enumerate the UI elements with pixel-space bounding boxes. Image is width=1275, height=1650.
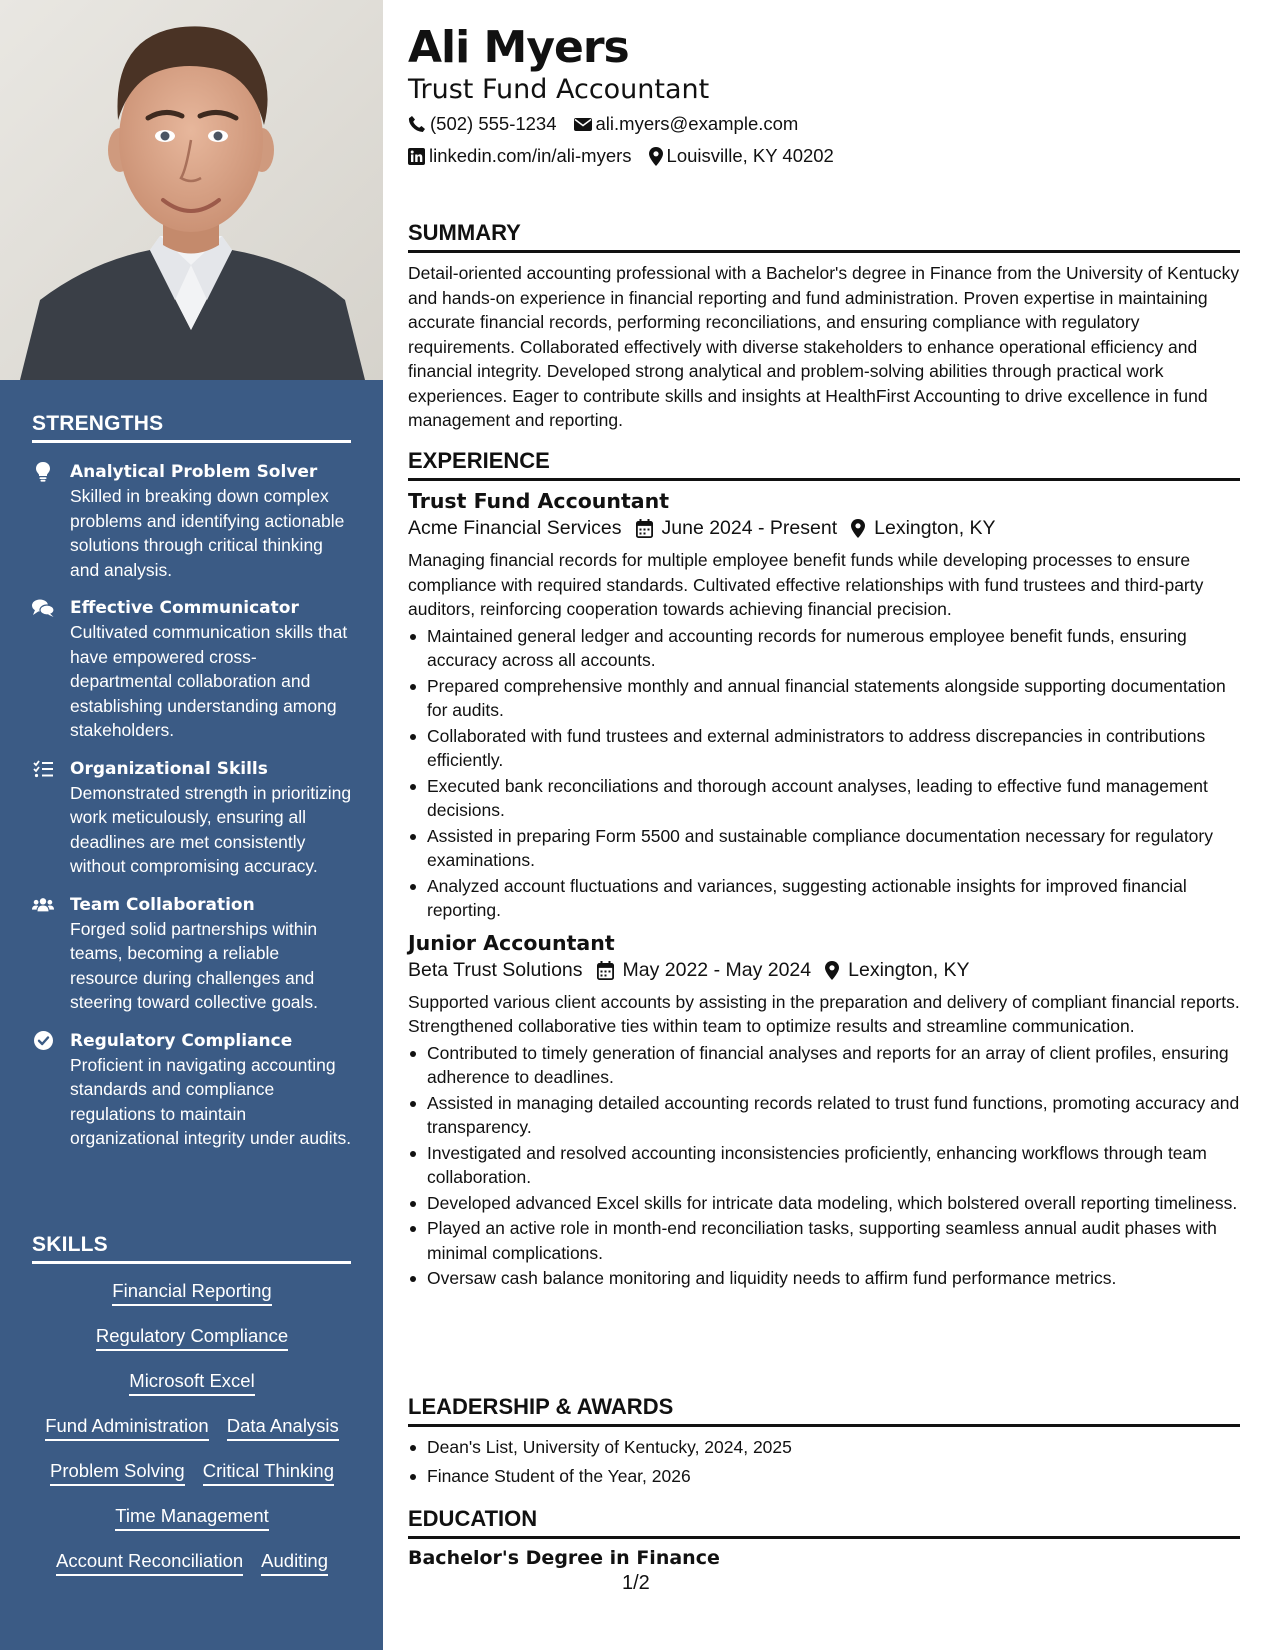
experience-heading: EXPERIENCE	[408, 448, 1240, 481]
skill-row	[32, 1280, 352, 1325]
strength-description: Skilled in breaking down complex problems and identifying actionable solutions through critical thinking and analysis.	[70, 486, 345, 580]
contact-line-1	[408, 113, 815, 135]
strength-title: Analytical Problem Solver	[70, 462, 318, 482]
portrait-illustration	[0, 0, 383, 380]
skills-list	[32, 1280, 352, 1595]
skill-tag: Problem Solving	[50, 1460, 185, 1486]
strength-description: Forged solid partnerships within teams, becoming a reliable resource during challenges and steering toward collective goals.	[70, 918, 319, 1012]
summary-text: Detail-oriented accounting professional with a Bachelor's degree in Finance from the University of Kentucky and hands-on experience in financial reporting and fund administration. Proven expertise in maintaining accurate financial records, performing reconciliations, and ensuring compliance with regulatory requirements. Collaborated effectively with diverse stakeholders to enhance operational efficiency and financial integrity. Developed strong analytical and problem-solving abilities through practical work experiences. Eager to contribute skills and insights at HealthFirst Accounting to drive excellence in fund management and reporting.	[408, 263, 1240, 430]
job-dates-text: May 2022 - May 2024	[622, 958, 812, 981]
list-item: Finance Student of the Year, 2026	[408, 1464, 1240, 1489]
skill-tag: Time Management	[115, 1505, 269, 1531]
list-item: Collaborated with fund trustees and external administrators to address discrepancies in contributions efficiently.	[408, 724, 1240, 773]
job-description: Managing financial records for multiple employee benefit funds while developing processes to ensure compliance with required standards. Cultivated effective relationships with fund trustees and third-party auditors, reinforcing cooperation towards achieving financial precision.	[408, 550, 1204, 619]
job-company: Beta Trust Solutions	[408, 958, 583, 981]
job-location	[851, 517, 995, 540]
skill-tag: Auditing	[261, 1550, 328, 1576]
skill-tag: Data Analysis	[227, 1415, 339, 1441]
list-item: Executed bank reconciliations and thorough account analyses, leading to effective fund management decisions.	[408, 774, 1240, 823]
phone-icon	[408, 115, 426, 133]
profile-photo	[0, 0, 383, 380]
skill-tag: Microsoft Excel	[129, 1370, 254, 1396]
candidate-name: Ali Myers	[408, 22, 629, 73]
strength-title: Organizational Skills	[70, 758, 268, 779]
list-item: Played an active role in month-end reconciliation tasks, supporting seamless annual audit phases with minimal complications.	[408, 1216, 1240, 1265]
job-dates	[597, 959, 812, 982]
job-entry	[408, 489, 1240, 923]
comments-icon	[32, 598, 54, 618]
skill-tag: Critical Thinking	[203, 1460, 334, 1486]
phone-text: (502) 555-1234	[430, 113, 557, 134]
location-contact	[649, 145, 834, 167]
calendar-icon	[636, 519, 653, 538]
list-item: Investigated and resolved accounting inconsistencies proficiently, enhancing workflows through team collaboration.	[408, 1141, 1240, 1190]
job-location	[825, 959, 969, 982]
lightbulb-icon	[32, 462, 54, 482]
strength-item	[32, 893, 352, 1015]
users-icon	[32, 895, 54, 915]
calendar-icon	[597, 961, 614, 980]
list-item: Contributed to timely generation of financial analyses and reports for an array of client profiles, ensuring adherence to deadlines.	[408, 1041, 1240, 1090]
summary-heading: SUMMARY	[408, 220, 1240, 253]
skill-row	[32, 1415, 352, 1460]
strength-item	[32, 1029, 352, 1151]
contact-line-2	[408, 145, 851, 167]
list-item: Dean's List, University of Kentucky, 2024, 2025	[408, 1435, 1240, 1460]
job-entry	[408, 931, 1240, 1291]
job-role: Junior Accountant	[408, 930, 615, 955]
check-circle-icon	[32, 1031, 54, 1051]
education-degree: Bachelor's Degree in Finance	[408, 1547, 720, 1569]
awards-list	[408, 1435, 1240, 1488]
skill-row	[32, 1505, 352, 1550]
skills-heading: SKILLS	[32, 1233, 351, 1264]
job-meta	[408, 959, 1240, 982]
education-section	[408, 1506, 1240, 1569]
skill-row	[32, 1325, 352, 1370]
job-bullets	[408, 1041, 1240, 1291]
strengths-list	[32, 460, 352, 1165]
strength-item	[32, 757, 352, 879]
job-company: Acme Financial Services	[408, 517, 622, 539]
sidebar	[0, 0, 383, 1650]
page-number: 1/2	[622, 1572, 650, 1594]
list-item: Developed advanced Excel skills for intricate data modeling, which bolstered overall reporting timeliness.	[408, 1191, 1240, 1216]
strength-title: Effective Communicator	[70, 598, 299, 618]
linkedin-text: linkedin.com/in/ali-myers	[429, 145, 632, 166]
map-pin-icon	[851, 519, 865, 538]
linkedin-contact[interactable]	[408, 145, 632, 167]
skill-row	[32, 1370, 352, 1415]
education-heading: EDUCATION	[408, 1506, 1240, 1539]
list-check-icon	[32, 759, 54, 779]
strength-description: Proficient in navigating accounting standards and compliance regulations to maintain organizational integrity under audits.	[70, 1054, 352, 1148]
summary-section	[408, 220, 1240, 433]
strength-item	[32, 460, 352, 582]
location-text: Louisville, KY 40202	[666, 145, 834, 166]
leadership-section	[408, 1394, 1240, 1489]
skill-tag: Fund Administration	[45, 1415, 209, 1441]
list-item: Analyzed account fluctuations and variances, suggesting actionable insights for improved financial reporting.	[408, 874, 1240, 923]
experience-section	[408, 448, 1240, 1292]
skill-row	[32, 1460, 352, 1505]
map-pin-icon	[649, 147, 663, 166]
skill-tag: Account Reconciliation	[56, 1550, 243, 1576]
list-item: Assisted in managing detailed accounting records related to trust fund functions, promoting accuracy and transparency.	[408, 1091, 1240, 1140]
skill-tag: Financial Reporting	[112, 1280, 271, 1306]
strengths-heading: STRENGTHS	[32, 412, 351, 443]
list-item: Maintained general ledger and accounting records for numerous employee benefit funds, ensuring accuracy across all accounts.	[408, 624, 1240, 673]
phone-contact[interactable]	[408, 113, 557, 135]
map-pin-icon	[825, 961, 839, 980]
list-item: Prepared comprehensive monthly and annual financial statements alongside supporting documentation for audits.	[408, 674, 1240, 723]
email-contact[interactable]	[574, 113, 799, 135]
envelope-icon	[574, 117, 592, 132]
linkedin-icon	[408, 148, 425, 165]
leadership-heading: LEADERSHIP & AWARDS	[408, 1394, 1240, 1427]
strength-item	[32, 596, 352, 743]
candidate-title: Trust Fund Accountant	[408, 74, 710, 105]
job-dates-text: June 2024 - Present	[661, 517, 838, 539]
skill-tag: Regulatory Compliance	[96, 1325, 288, 1351]
email-text: ali.myers@example.com	[595, 113, 799, 134]
job-dates	[636, 517, 838, 540]
job-role: Trust Fund Accountant	[408, 489, 670, 513]
skill-row	[32, 1550, 352, 1595]
strength-description: Cultivated communication skills that have empowered cross-departmental collaboration and establishing understanding among stakeholders.	[70, 622, 348, 740]
strength-description: Demonstrated strength in prioritizing work meticulously, ensuring all deadlines are met consistently without compromising accuracy.	[70, 782, 352, 876]
list-item: Assisted in preparing Form 5500 and sustainable compliance documentation necessary for regulatory examinations.	[408, 824, 1240, 873]
job-description: Supported various client accounts by assisting in the preparation and delivery of compliant financial reports. Strengthened collaborative ties within team to optimize results and streamline communication.	[408, 991, 1240, 1036]
list-item: Oversaw cash balance monitoring and liquidity needs to affirm fund performance metrics.	[408, 1266, 1240, 1291]
job-meta	[408, 517, 1240, 540]
job-bullets	[408, 624, 1240, 923]
strength-title: Regulatory Compliance	[70, 1030, 293, 1051]
job-location-text: Lexington, KY	[874, 517, 996, 539]
strength-title: Team Collaboration	[70, 894, 255, 915]
job-location-text: Lexington, KY	[848, 958, 970, 981]
